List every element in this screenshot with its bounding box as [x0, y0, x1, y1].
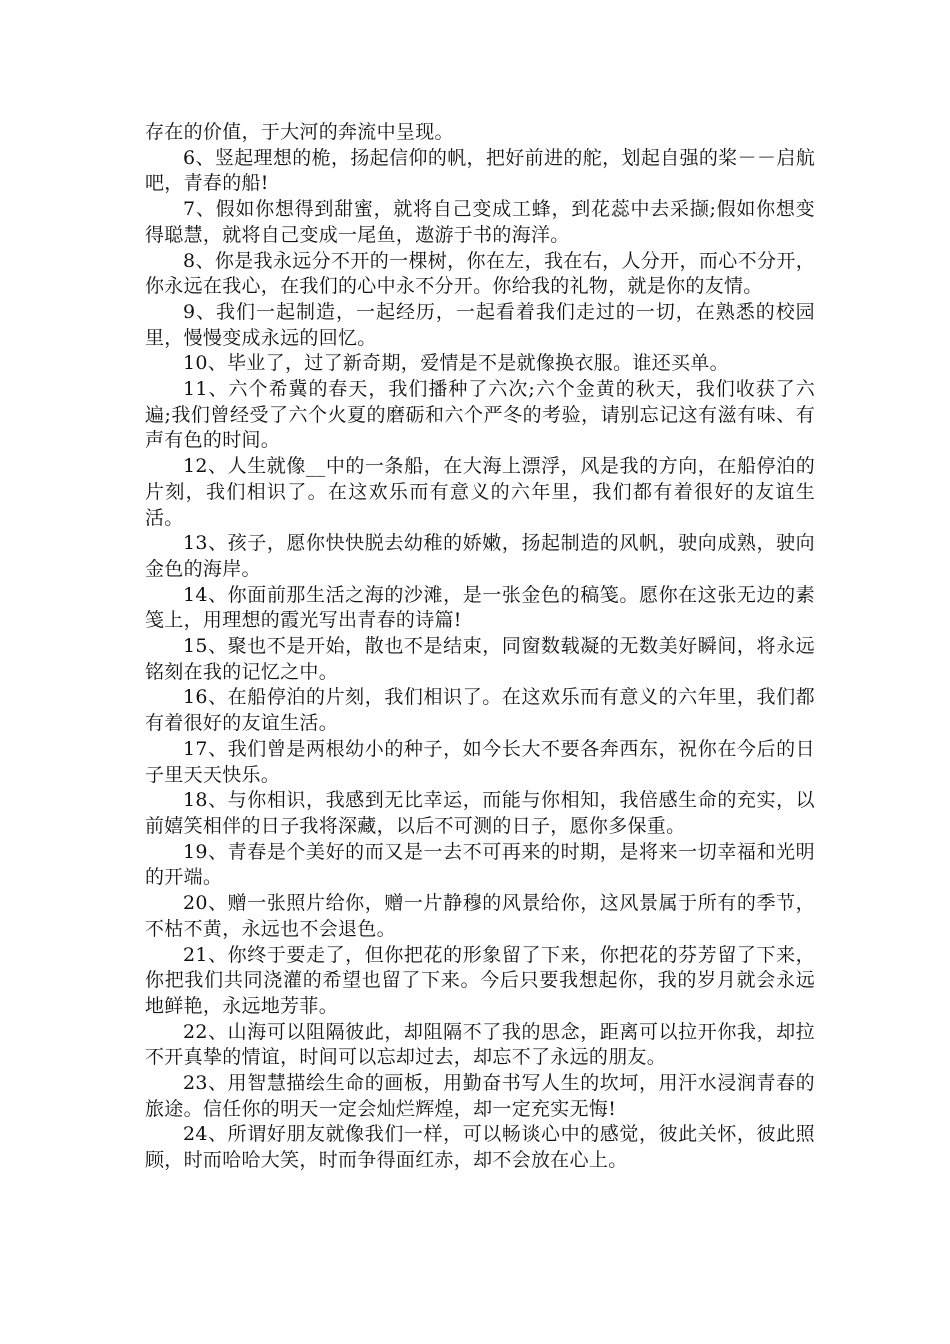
paragraph-8: 8、你是我永远分不开的一棵树，你在左，我在右，人分开，而心不分开，你永远在我心，在我们的心中永不分开。你给我的礼物，就是你的友情。	[145, 249, 815, 298]
paragraph-13: 13、孩子，愿你快快脱去幼稚的娇嫩，扬起制造的风帆，驶向成熟，驶向金色的海岸。	[145, 532, 815, 580]
paragraph-12: 12、人生就像__中的一条船，在大海上漂浮，风是我的方向，在船停泊的片刻，我们相识了。在这欢乐而有意义的六年里，我们都有着很好的友谊生活。	[145, 455, 815, 529]
paragraph-22: 22、山海可以阻隔彼此，却阻隔不了我的思念，距离可以拉开你我，却拉不开真挚的情谊，时间可以忘却过去，却忘不了永远的朋友。	[145, 1020, 815, 1069]
paragraph-11: 11、六个希冀的春天，我们播种了六次;六个金黄的秋天，我们收获了六遍;我们曾经受了六个火夏的磨砺和六个严冬的考验，请别忘记这有滋有味、有声有色的时间。	[145, 378, 815, 452]
paragraph-16: 16、在船停泊的片刻，我们相识了。在这欢乐而有意义的六年里，我们都有着很好的友谊生活。	[145, 686, 815, 735]
paragraph-7: 7、假如你想得到甜蜜，就将自己变成工蜂，到花蕊中去采撷;假如你想变得聪慧，就将自己变成一尾鱼，遨游于书的海洋。	[145, 198, 815, 246]
paragraph-19: 19、青春是个美好的而又是一去不可再来的时期，是将来一切幸福和光明的开端。	[145, 840, 815, 889]
paragraph-0: 存在的价值，于大河的奔流中呈现。	[145, 121, 454, 143]
paragraph-10: 10、毕业了，过了新奇期，爱情是不是就像换衣服。谁还买单。	[183, 352, 729, 375]
paragraph-24: 24、所谓好朋友就像我们一样，可以畅谈心中的感觉，彼此关怀，彼此照顾，时而哈哈大笑，时而争得面红赤，却不会放在心上。	[145, 1123, 815, 1172]
paragraph-17: 17、我们曾是两根幼小的种子，如今长大不要各奔西东，祝你在今后的日子里天天快乐。	[145, 737, 815, 786]
paragraph-6: 6、竖起理想的桅，扬起信仰的帆，把好前进的舵，划起自强的桨－－启航吧，青春的船!	[145, 146, 815, 195]
paragraph-15: 15、聚也不是开始，散也不是结束，同窗数载凝的无数美好瞬间，将永远铭刻在我的记忆之中。	[145, 635, 815, 683]
document-body	[145, 120, 815, 1174]
paragraph-21: 21、你终于要走了，但你把花的形象留了下来，你把花的芬芳留了下来，你把我们共同浇灌的希望也留了下来。今后只要我想起你，我的岁月就会永远地鲜艳，永远地芳菲。	[145, 943, 815, 1017]
paragraph-14: 14、你面前那生活之海的沙滩，是一张金色的稿笺。愿你在这张无边的素笺上，用理想的霞光写出青春的诗篇!	[145, 583, 815, 632]
paragraph-20: 20、赠一张照片给你，赠一片静穆的风景给你，这风景属于所有的季节，不枯不黄，永远也不会退色。	[145, 892, 815, 940]
paragraph-9: 9、我们一起制造，一起经历，一起看着我们走过的一切，在熟悉的校园里，慢慢变成永远的回忆。	[145, 300, 815, 349]
paragraph-23: 23、用智慧描绘生命的画板，用勤奋书写人生的坎坷，用汗水浸润青春的旅途。信任你的明天一定会灿烂辉煌，却一定充实无悔!	[145, 1072, 815, 1120]
paragraph-18: 18、与你相识，我感到无比幸运，而能与你相知，我倍感生命的充实，以前嬉笑相伴的日子我将深藏，以后不可测的日子，愿你多保重。	[145, 789, 815, 837]
